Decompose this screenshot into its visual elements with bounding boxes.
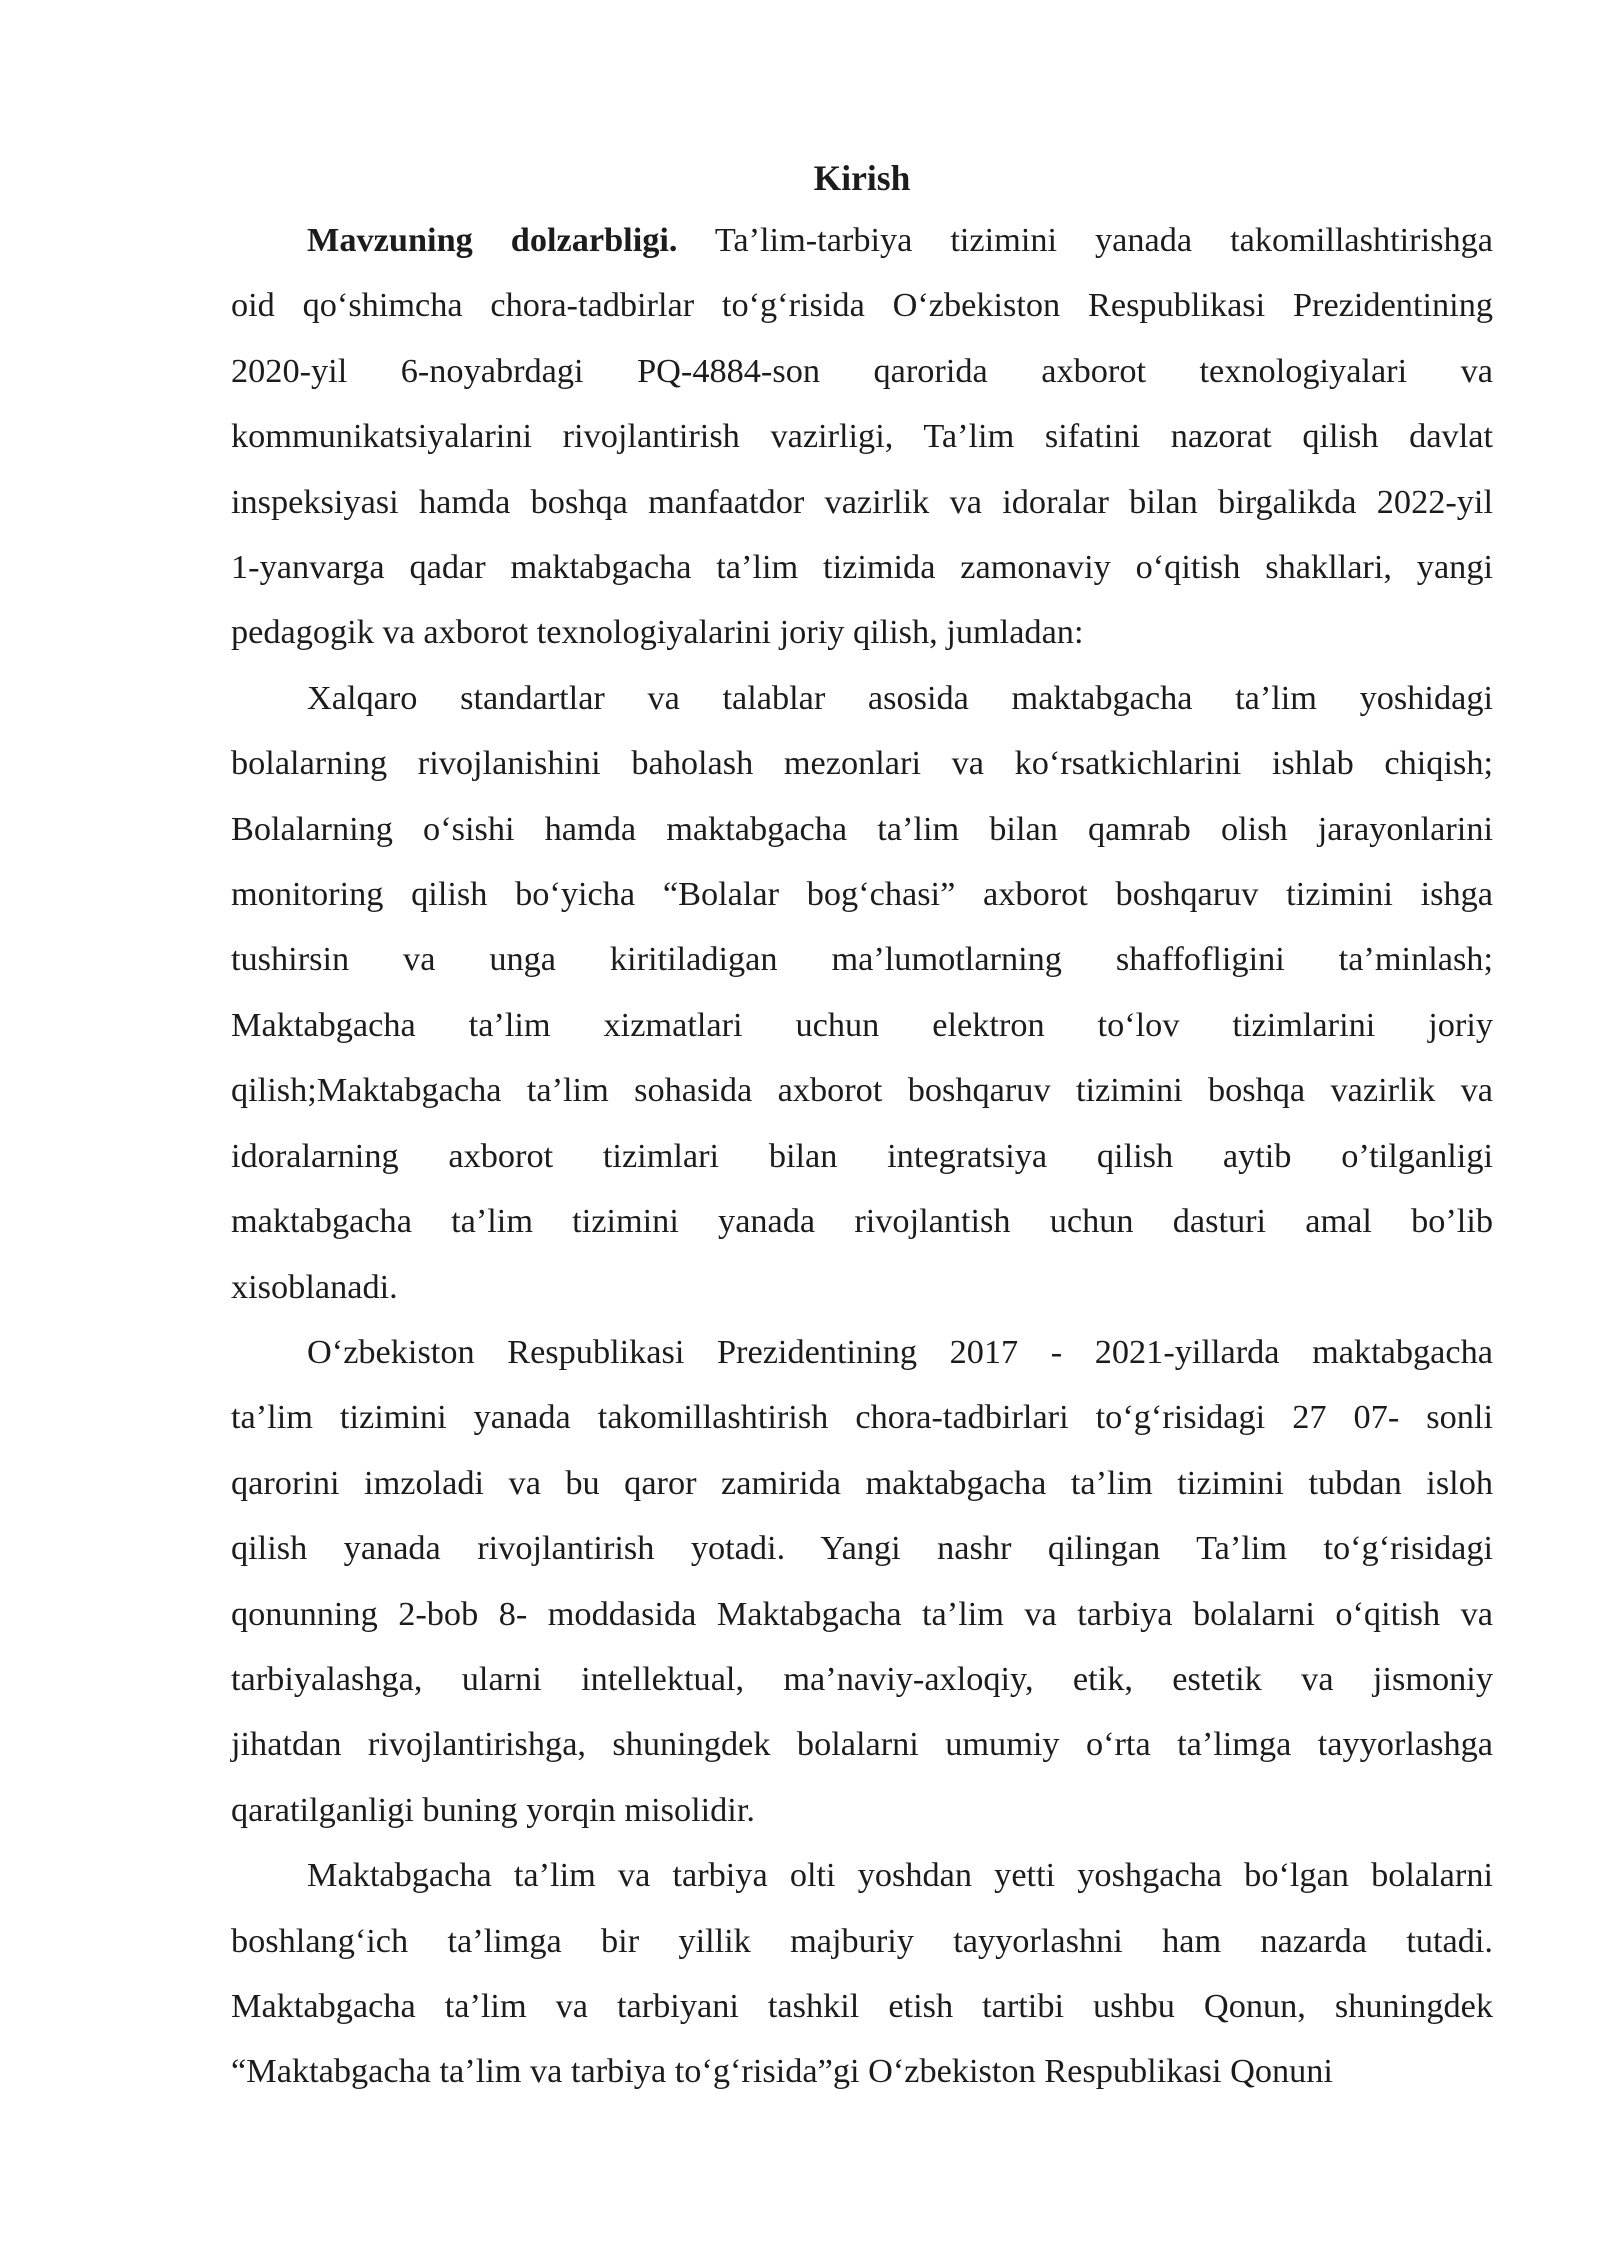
paragraph-line: inspeksiyasi hamda boshqa manfaatdor vazirlik va idoralar bilan birgalikda 2022-yil xyxy=(231,482,1493,521)
paragraph-line: bolalarning rivojlanishini baholash mezonlari va ko‘rsatkichlarini ishlab chiqish; xyxy=(231,744,1493,783)
paragraph-line: Maktabgacha ta’lim va tarbiya olti yoshdan yetti yoshgacha bo‘lgan bolalarni xyxy=(307,1856,1493,1895)
paragraph-line: pedagogik va axborot texnologiyalarini joriy qilish, jumladan: xyxy=(231,613,1084,652)
paragraph-line: 1-yanvarga qadar maktabgacha ta’lim tizimida zamonaviy o‘qitish shakllari, yangi xyxy=(231,548,1493,587)
paragraph-line: boshlang‘ich ta’limga bir yillik majburiy tayyorlashni ham nazarda tutadi. xyxy=(231,1921,1493,1960)
paragraph xyxy=(231,1320,1493,1843)
paragraph-line: qonunning 2-bob 8- moddasida Maktabgacha ta’lim va tarbiya bolalarni o‘qitish va xyxy=(231,1594,1493,1633)
paragraph-line: kommunikatsiyalarini rivojlantirish vazirligi, Ta’lim sifatini nazorat qilish davlat xyxy=(231,417,1493,456)
paragraph-line: xisoblanadi. xyxy=(231,1267,398,1306)
section-heading: Kirish xyxy=(813,158,911,198)
paragraph-line: jihatdan rivojlantirishga, shuningdek bolalarni umumiy o‘rta ta’limga tayyorlashga xyxy=(231,1725,1493,1764)
document-body xyxy=(231,148,1493,2105)
paragraph-line: oid qo‘shimcha chora-tadbirlar to‘g‘risida O‘zbekiston Respublikasi Prezidentining xyxy=(231,286,1493,325)
paragraph-line: qaratilganligi buning yorqin misolidir. xyxy=(231,1790,755,1829)
paragraph-line: tushirsin va unga kiritiladigan ma’lumotlarning shaffofligini ta’minlash; xyxy=(231,940,1493,979)
paragraph-line: ta’lim tizimini yanada takomillashtirish chora-tadbirlari to‘g‘risidagi 27 07- sonli xyxy=(231,1398,1493,1437)
paragraph-lead: Mavzuning dolzarbligi. xyxy=(307,221,678,259)
paragraph-line: tarbiyalashga, ularni intellektual, ma’naviy-axloqiy, etik, estetik va jismoniy xyxy=(231,1659,1493,1698)
paragraph-line: O‘zbekiston Respublikasi Prezidentining 2017 - 2021-yillarda maktabgacha xyxy=(307,1332,1493,1371)
paragraph xyxy=(231,666,1493,1320)
paragraph-line: Maktabgacha ta’lim va tarbiyani tashkil etish tartibi ushbu Qonun, shuningdek xyxy=(231,1986,1493,2025)
paragraph-line: “Maktabgacha ta’lim va tarbiya to‘g‘risida”gi O‘zbekiston Respublikasi Qonuni xyxy=(231,2052,1333,2091)
paragraph-line: Bolalarning o‘sishi hamda maktabgacha ta’lim bilan qamrab olish jarayonlarini xyxy=(231,809,1493,848)
paragraph-line: 2020-yil 6-noyabrdagi PQ-4884-son qarorida axborot texnologiyalari va xyxy=(231,351,1493,390)
paragraph-line xyxy=(231,208,1493,273)
paragraphs-container xyxy=(231,208,1493,2105)
paragraph-line: Maktabgacha ta’lim xizmatlari uchun elektron to‘lov tizimlarini joriy xyxy=(231,1005,1493,1044)
paragraph-line: qilish;Maktabgacha ta’lim sohasida axborot boshqaruv tizimini boshqa vazirlik va xyxy=(231,1071,1493,1110)
paragraph xyxy=(231,1843,1493,2105)
paragraph-line: qilish yanada rivojlantirish yotadi. Yangi nashr qilingan Ta’lim to‘g‘risidagi xyxy=(231,1529,1493,1568)
paragraph-line: monitoring qilish bo‘yicha “Bolalar bog‘chasi” axborot boshqaruv tizimini ishga xyxy=(231,875,1493,914)
paragraph xyxy=(231,208,1493,666)
paragraph-line: idoralarning axborot tizimlari bilan integratsiya qilish aytib o’tilganligi xyxy=(231,1136,1493,1175)
paragraph-text: Ta’lim-tarbiya tizimini yanada takomillashtirishga xyxy=(677,221,1493,259)
paragraph-line: Xalqaro standartlar va talablar asosida maktabgacha ta’lim yoshidagi xyxy=(307,678,1493,717)
paragraph-line: maktabgacha ta’lim tizimini yanada rivojlantish uchun dasturi amal bo’lib xyxy=(231,1202,1493,1241)
paragraph-line: qarorini imzoladi va bu qaror zamirida maktabgacha ta’lim tizimini tubdan isloh xyxy=(231,1463,1493,1502)
